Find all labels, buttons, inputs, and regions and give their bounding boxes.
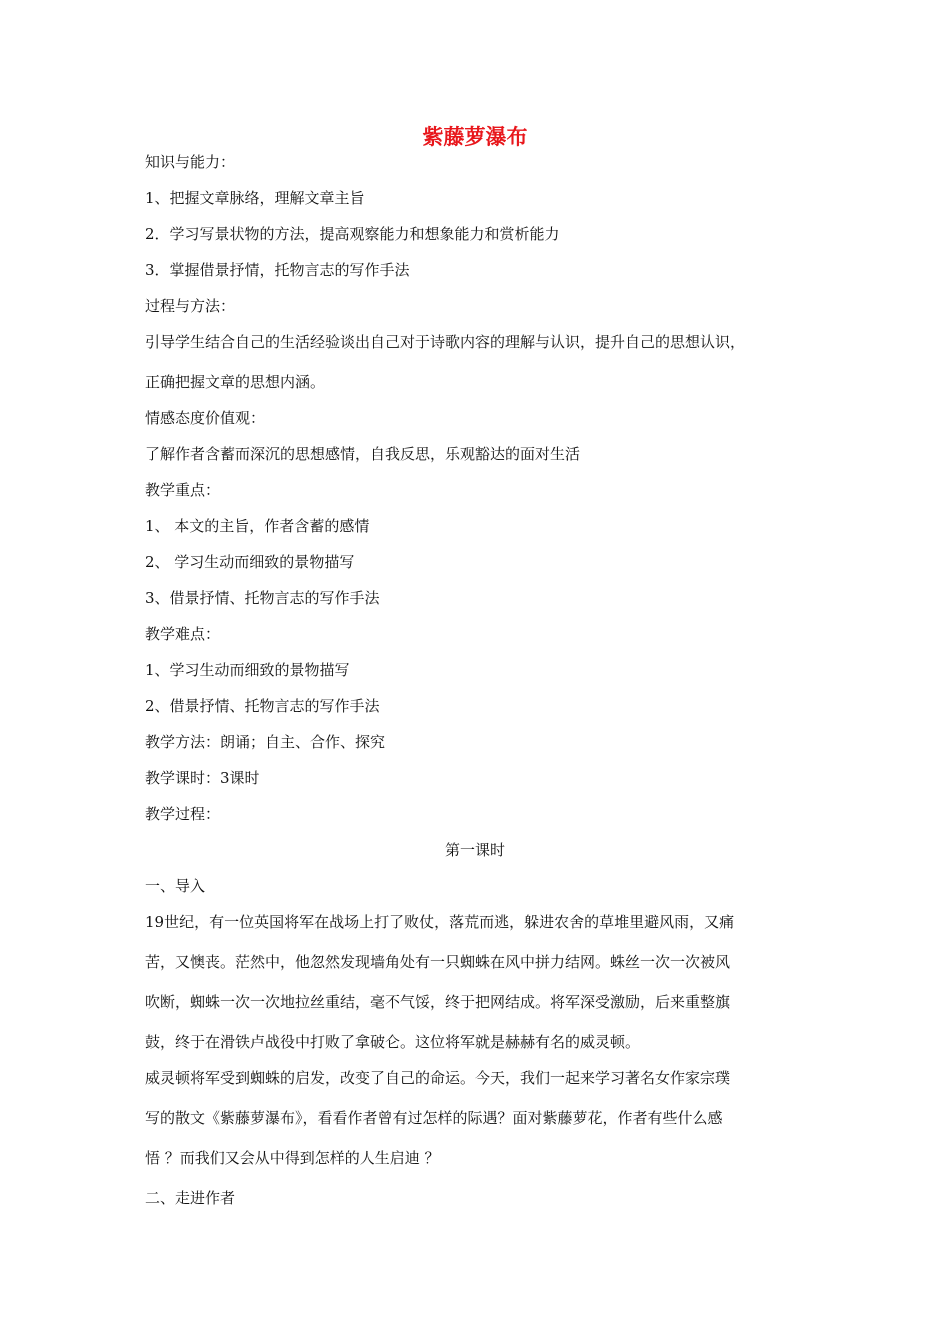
text-line: 2．学习写景状物的方法，提高观察能力和想象能力和赏析能力 — [145, 225, 560, 243]
section-heading-process: 过程与方法： — [145, 297, 236, 315]
text-line: 苦，又懊丧。茫然中，他忽然发现墙角处有一只蜘蛛在风中拼力结网。蛛丝一次一次被风 — [145, 953, 731, 971]
text-line: 写的散文《紫藤萝瀑布》，看看作者曾有过怎样的际遇？面对紫藤萝花，作者有些什么感 — [145, 1109, 723, 1127]
text-line: 了解作者含蓄而深沉的思想感情，自我反思，乐观豁达的面对生活 — [145, 445, 581, 463]
lesson-heading: 第一课时 — [444, 841, 505, 859]
text-line: 悟 ？而我们又会从中得到怎样的人生启迪 ？ — [145, 1149, 440, 1167]
text-line: 1、把握文章脉络，理解文章主旨 — [145, 189, 365, 207]
section-heading-intro: 一、导入 — [145, 877, 206, 895]
section-heading-procedure: 教学过程： — [145, 805, 221, 823]
document-title: 紫藤萝瀑布 — [422, 125, 528, 149]
text-line: 鼓，终于在滑铁卢战役中打败了拿破仑。这位将军就是赫赫有名的威灵顿。 — [145, 1033, 641, 1051]
text-line: 正确把握文章的思想内涵。 — [145, 373, 326, 391]
text-line: 引导学生结合自己的生活经验谈出自己对于诗歌内容的理解与认识，提升自己的思想认识， — [145, 333, 746, 351]
text-line: 1、 本文的主旨，作者含蓄的感情 — [145, 517, 370, 535]
text-line: 1、学习生动而细致的景物描写 — [145, 661, 350, 679]
section-heading-knowledge: 知识与能力： — [145, 153, 236, 171]
text-line: 威灵顿将军受到蜘蛛的启发，改变了自己的命运。今天，我们一起来学习著名女作家宗璞 — [145, 1069, 731, 1087]
text-line: 2、借景抒情、托物言志的写作手法 — [145, 697, 380, 715]
section-heading-values: 情感态度价值观： — [145, 409, 266, 427]
text-line: 教学课时：3课时 — [145, 769, 260, 787]
text-line: 2、 学习生动而细致的景物描写 — [145, 553, 355, 571]
text-line: 教学方法：朗诵；自主、合作、探究 — [145, 733, 386, 751]
text-line: 3、借景抒情、托物言志的写作手法 — [145, 589, 380, 607]
section-heading-author: 二、走进作者 — [145, 1189, 236, 1207]
section-heading-difficulties: 教学难点： — [145, 625, 221, 643]
text-line: 3．掌握借景抒情，托物言志的写作手法 — [145, 261, 410, 279]
section-heading-key-points: 教学重点： — [145, 481, 221, 499]
text-line: 19世纪，有一位英国将军在战场上打了败仗，落荒而逃，躲进农舍的草堆里避风雨，又痛 — [145, 913, 735, 931]
text-line: 吹断，蜘蛛一次一次地拉丝重结，毫不气馁，终于把网结成。将军深受激励，后来重整旗 — [145, 993, 731, 1011]
